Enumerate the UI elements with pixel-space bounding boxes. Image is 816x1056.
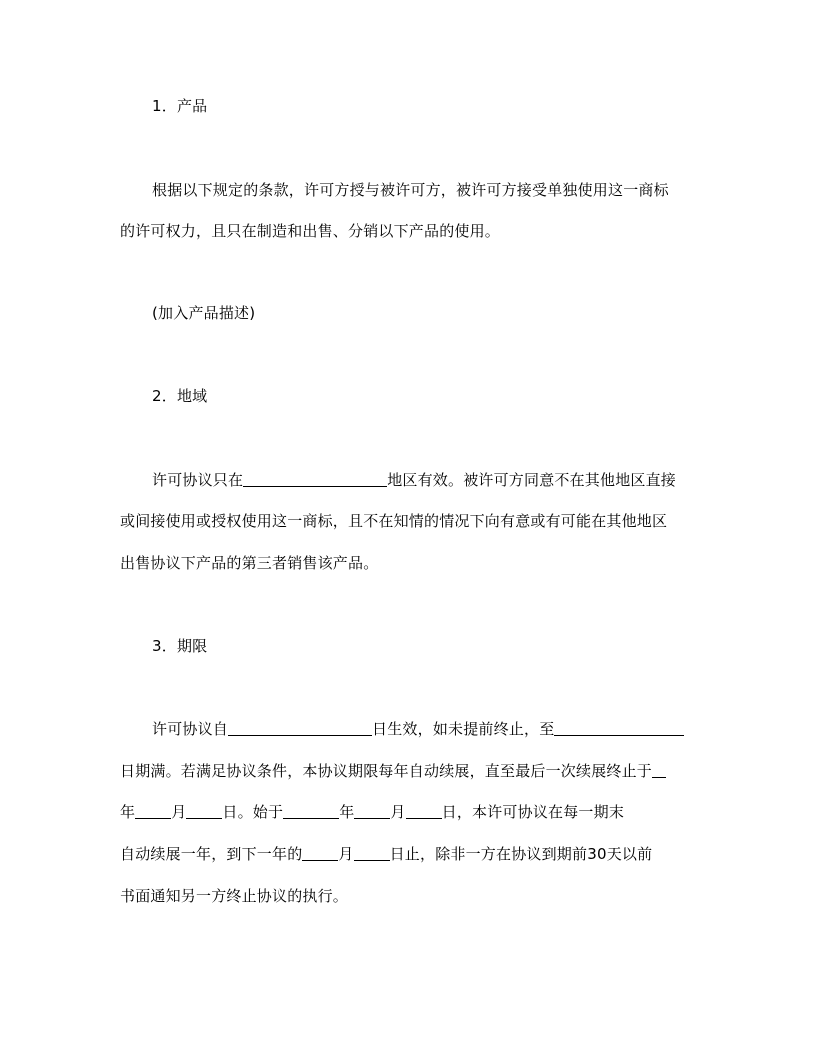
term-text-4: 日。始于 — [222, 803, 284, 821]
renewal-month-blank — [302, 845, 338, 861]
section-1-para-line-2: 的许可权力，且只在制造和出售、分销以下产品的使用。 — [120, 222, 501, 240]
section-3-para-line-3 — [120, 802, 624, 822]
territory-text-before: 许可协议只在 — [152, 471, 244, 489]
start-month-blank — [354, 803, 390, 819]
term-year-label-1: 年 — [120, 803, 136, 821]
section-3-para-line-5: 书面通知另一方终止协议的执行。 — [120, 887, 349, 905]
start-year-blank — [283, 803, 339, 819]
section-2-para-line-2: 或间接使用或授权使用这一商标，且不在知情的情况下向有意或有可能在其他地区 — [120, 512, 668, 530]
expiry-date-blank — [554, 720, 684, 736]
start-day-blank — [406, 803, 442, 819]
term-month-label-2: 月 — [390, 803, 406, 821]
territory-blank — [243, 471, 387, 487]
effective-date-blank — [228, 720, 372, 736]
term-year-label-2: 年 — [339, 803, 355, 821]
renewal-day-blank — [354, 845, 390, 861]
final-renewal-year-blank — [652, 762, 666, 778]
section-3-para-line-4 — [120, 844, 652, 864]
section-1-note: (加入产品描述) — [152, 304, 256, 322]
final-renewal-month-blank — [135, 803, 171, 819]
term-month-label-1: 月 — [171, 803, 187, 821]
term-text-7: 日止，除非一方在协议到期前30天以前 — [389, 845, 653, 863]
term-text-6: 自动续展一年，到下一年的 — [120, 845, 303, 863]
final-renewal-day-blank — [186, 803, 222, 819]
section-2-para-line-3: 出售协议下产品的第三者销售该产品。 — [120, 554, 379, 572]
section-2-para-line-1 — [152, 470, 676, 490]
term-text-1: 许可协议自 — [152, 720, 229, 738]
section-3-heading: 3．期限 — [152, 637, 208, 655]
term-text-2: 日生效，如未提前终止，至 — [372, 720, 555, 738]
section-3-para-line-1 — [152, 719, 684, 739]
territory-text-after: 地区有效。被许可方同意不在其他地区直接 — [387, 471, 677, 489]
section-3-para-line-2 — [120, 761, 666, 781]
section-1-heading: 1．产品 — [152, 97, 208, 115]
term-text-5: 日，本许可协议在每一期末 — [441, 803, 625, 821]
section-2-heading: 2．地域 — [152, 387, 208, 405]
term-month-label-3: 月 — [338, 845, 354, 863]
section-1-para-line-1: 根据以下规定的条款，许可方授与被许可方，被许可方接受单独使用这一商标 — [152, 181, 669, 199]
term-text-3: 日期满。若满足协议条件，本协议期限每年自动续展，直至最后一次续展终止于 — [120, 762, 653, 780]
